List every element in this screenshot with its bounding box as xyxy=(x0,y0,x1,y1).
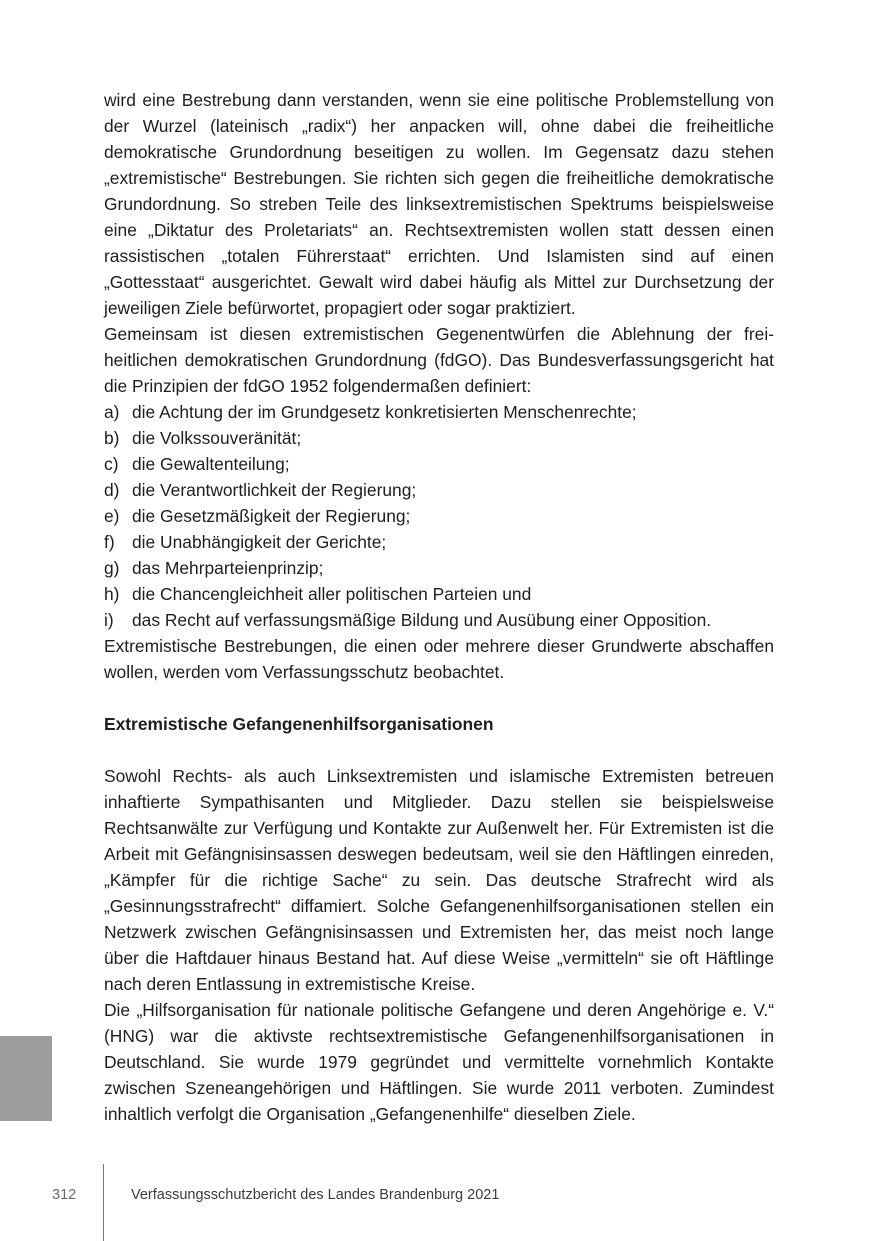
footer-title: Verfassungsschutzbericht des Landes Brandenburg 2021 xyxy=(131,1187,500,1203)
list-marker: f) xyxy=(104,532,115,552)
list-item-text: die Chancengleichheit aller politischen Parteien und xyxy=(132,584,532,604)
list-item-text: die Volkssouveränität; xyxy=(132,428,302,448)
list-item-text: das Mehrparteienprinzip; xyxy=(132,558,324,578)
body-paragraph: Sowohl Rechts- als auch Linksextremisten und islamische Extremisten betreuen inhaftierte Sympathisanten und Mitglieder. Dazu stellen sie beispielsweise Rechtsanwälte zur Verfügung und Kontakte zur Außenwelt her. Für Extremisten ist die Arbeit mit Gefängnisinsassen deswegen bedeutsam, weil sie den Häftlingen einreden, „Kämpfer für die richtige Sache“ zu sein. Das deutsche Strafrecht wird als „Gesinnungsstrafrecht“ diffamiert. Solche Gefangenenhilfsorganisationen stellen ein Netzwerk zwischen Gefängnisinsassen und Extremisten her, das meist noch lange über die Haftdauer hinaus Bestand hat. Auf diese Weise „vermitteln“ sie oft Häftlinge nach deren Entlassung in extremistische Kreise. xyxy=(104,766,774,994)
list-marker: c) xyxy=(104,454,119,474)
list-item xyxy=(104,425,774,451)
body-paragraph: Gemeinsam ist diesen extremistischen Gegenentwürfen die Ablehnung der freiheitlichen demokratischen Grundordnung (fdGO). Das Bundesverfassungsgericht hat die Prinzipien der fdGO 1952 folgendermaßen definiert: xyxy=(104,324,774,396)
body-paragraph: Extremistische Bestrebungen, die einen oder mehrere dieser Grundwerte abschaffen wollen, werden vom Verfassungsschutz beobachtet. xyxy=(104,636,774,682)
footer-divider xyxy=(103,1164,104,1241)
chapter-tab-marker xyxy=(0,1036,52,1121)
page-body xyxy=(104,87,774,1127)
list-marker: e) xyxy=(104,506,120,526)
list-marker: h) xyxy=(104,584,120,604)
list-marker: b) xyxy=(104,428,120,448)
list-item-text: das Recht auf verfassungsmäßige Bildung und Ausübung einer Opposition. xyxy=(132,610,712,630)
list-item-text: die Gesetzmäßigkeit der Regierung; xyxy=(132,506,411,526)
list-item xyxy=(104,399,774,425)
body-paragraph: Die „Hilfsorganisation für nationale politische Gefangene und deren Angehörige e. V.“ (HNG) war die aktivste rechtsextremistische Gefangenenhilfsorganisationen in Deutschland. Sie wurde 1979 gegründet und vermittelte vornehmlich Kontakte zwischen Szeneangehörigen und Häftlingen. Sie wurde 2011 verboten. Zumindest inhaltlich verfolgt die Organisation „Gefangenenhilfe“ dieselben Ziele. xyxy=(104,1000,774,1124)
fdgo-principles-list xyxy=(104,399,774,633)
body-paragraph: wird eine Bestrebung dann verstanden, wenn sie eine politische Problemstellung von der Wurzel (lateinisch „radix“) her anpacken will, ohne dabei die freiheitliche demokratische Grundordnung beseitigen zu wollen. Im Gegensatz dazu stehen „extremistische“ Bestrebungen. Sie richten sich gegen die freiheitliche demokratische Grundordnung. So streben Teile des linksextremistischen Spektrums beispielsweise eine „Diktatur des Proletariats“ an. Rechtsextremisten wollen statt dessen einen rassistischen „totalen Führerstaat“ errichten. Und Islamisten sind auf einen „Gottesstaat“ ausgerichtet. Gewalt wird dabei häufig als Mittel zur Durchsetzung der jeweiligen Ziele befürwortet, propagiert oder sogar praktiziert. xyxy=(104,90,774,318)
list-item xyxy=(104,477,774,503)
list-item-text: die Unabhängigkeit der Gerichte; xyxy=(132,532,387,552)
page-number: 312 xyxy=(52,1187,77,1203)
list-item xyxy=(104,581,774,607)
list-item-text: die Achtung der im Grundgesetz konkretisierten Menschenrechte; xyxy=(132,402,637,422)
list-item xyxy=(104,529,774,555)
list-item xyxy=(104,555,774,581)
section-heading: Extremistische Gefangenenhilfsorganisationen xyxy=(104,714,494,734)
list-marker: g) xyxy=(104,558,120,578)
list-item xyxy=(104,607,774,633)
list-marker: i) xyxy=(104,610,114,630)
list-item-text: die Verantwortlichkeit der Regierung; xyxy=(132,480,417,500)
list-item xyxy=(104,503,774,529)
list-marker: a) xyxy=(104,402,120,422)
list-item xyxy=(104,451,774,477)
list-marker: d) xyxy=(104,480,120,500)
list-item-text: die Gewaltenteilung; xyxy=(132,454,290,474)
